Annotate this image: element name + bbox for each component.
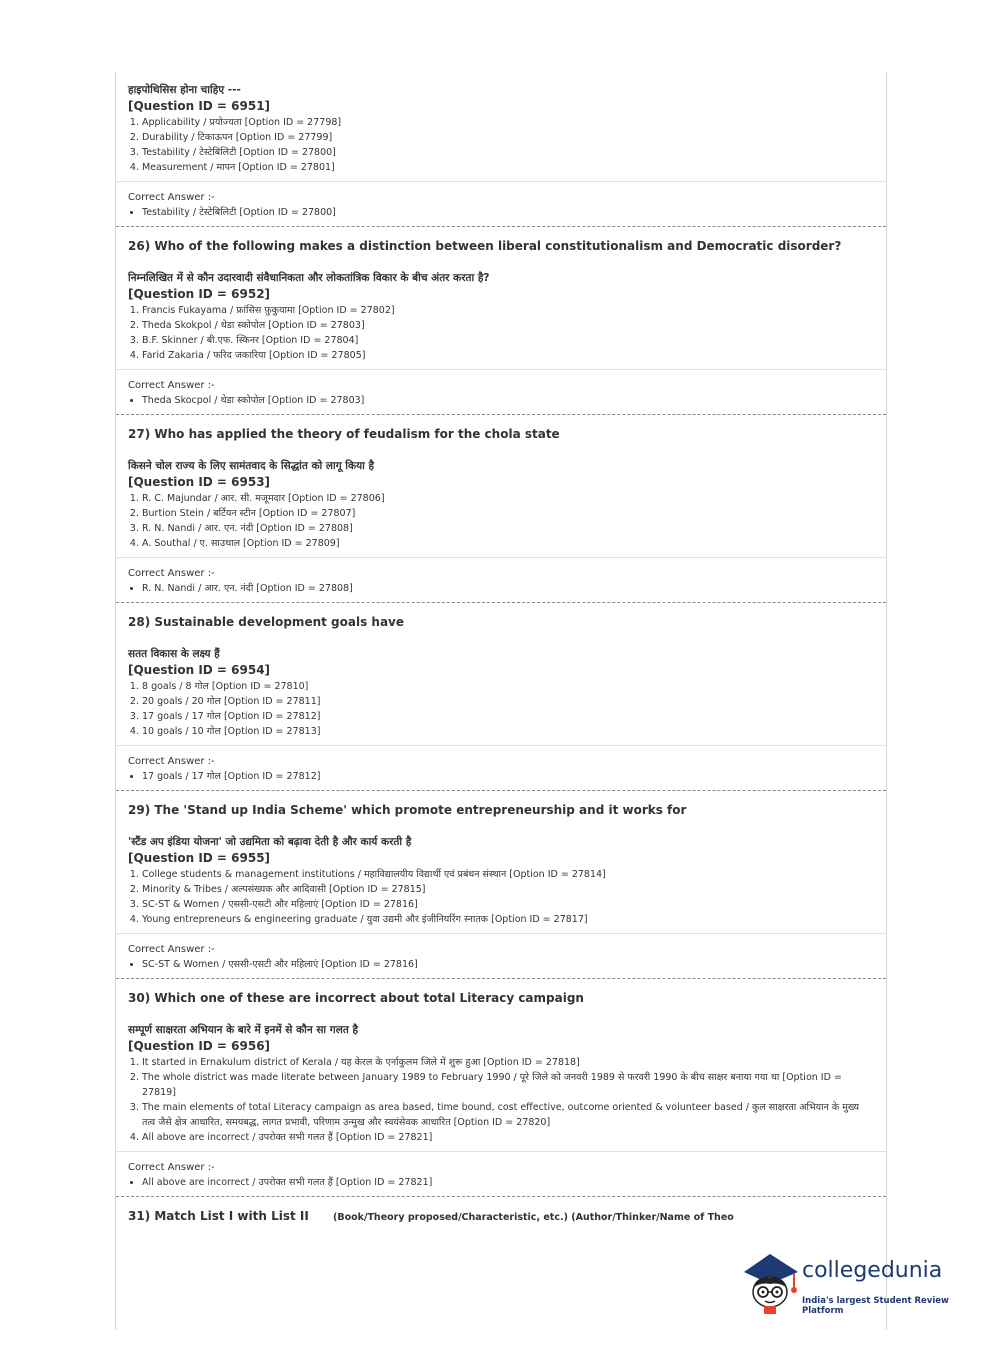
option: 4. 10 goals / 10 गोल [Option ID = 27813]: [142, 724, 874, 739]
question-hindi: किसने चोल राज्य के लिए सामंतवाद के सिद्धांत को लागू किया है: [128, 460, 375, 472]
option: 2. 20 goals / 20 गोल [Option ID = 27811]: [142, 694, 874, 709]
correct-answer-label: Correct Answer :-: [128, 380, 215, 391]
answer-list: [116, 581, 886, 596]
option: 1. 8 goals / 8 गोल [Option ID = 27810]: [142, 679, 874, 694]
question-31: [116, 1196, 886, 1227]
correct-answer-label: Correct Answer :-: [128, 756, 215, 767]
question-28: [116, 602, 886, 784]
options-list: [116, 867, 886, 927]
mascot-icon: [740, 1248, 802, 1318]
correct-answer: • Testability / टेस्टेबिलिटी [Option ID = 27800]: [142, 205, 886, 220]
option: 1. It started in Ernakulum district of Kerala / यह केरल के एर्नाकुलम जिले में शुरू हुआ [Option ID = 27818]: [142, 1055, 874, 1070]
answer-list: [116, 957, 886, 972]
logo-wordmark: collegedunia: [802, 1258, 943, 1283]
answer-list: [116, 1175, 886, 1190]
question-26: [116, 226, 886, 408]
option: 1. Applicability / प्रयोज्यता [Option ID = 27798]: [142, 115, 874, 130]
question-hindi: हाइपोथिसिस होना चाहिए ---: [128, 84, 241, 96]
question-hindi: निम्नलिखित में से कौन उदारवादी संवैधानिकता और लोकतांत्रिक विकार के बीच अंतर करता है?: [128, 272, 490, 284]
question-id: [Question ID = 6956]: [128, 1039, 271, 1053]
options-list: [116, 491, 886, 551]
correct-answer: • 17 goals / 17 गोल [Option ID = 27812]: [142, 769, 886, 784]
option: 2. Minority & Tribes / अल्पसंख्यक और आदिवासी [Option ID = 27815]: [142, 882, 874, 897]
answer-section: [116, 369, 886, 408]
list-column-headers: (Book/Theory proposed/Characteristic, etc.) (Author/Thinker/Name of Theo: [333, 1212, 734, 1223]
answer-section: [116, 1151, 886, 1190]
question-title-text: 31) Match List I with List II: [128, 1209, 309, 1223]
question-25: [116, 72, 886, 220]
question-title: 29) The 'Stand up India Scheme' which promote entrepreneurship and it works for: [128, 803, 687, 817]
question-hindi: 'स्टैंड अप इंडिया योजना' जो उद्यमिता को बढ़ावा देती है और कार्य करती है: [128, 836, 412, 848]
option: 4. All above are incorrect / उपरोक्त सभी गलत हैं [Option ID = 27821]: [142, 1130, 874, 1145]
option: 1. Francis Fukayama / फ्रांसिस फ़ुकुयामा [Option ID = 27802]: [142, 303, 874, 318]
logo-tagline: India's largest Student Review Platform: [802, 1296, 949, 1316]
question-id: [Question ID = 6951]: [128, 99, 271, 113]
options-list: [116, 679, 886, 739]
collegedunia-logo[interactable]: [740, 1248, 975, 1318]
correct-answer: • R. N. Nandi / आर. एन. नंदी [Option ID = 27808]: [142, 581, 886, 596]
option: 3. Testability / टेस्टेबिलिटी [Option ID = 27800]: [142, 145, 874, 160]
question-30: [116, 978, 886, 1190]
question-title: 26) Who of the following makes a distinction between liberal constitutionalism and Democratic disorder?: [128, 239, 842, 253]
question-hindi: सतत विकास के लक्ष्य हैं: [128, 648, 220, 660]
answer-section: [116, 181, 886, 220]
answer-section: [116, 933, 886, 972]
option: 3. B.F. Skinner / बी.एफ. स्किनर [Option ID = 27804]: [142, 333, 874, 348]
question-id: [Question ID = 6953]: [128, 475, 271, 489]
options-list: [116, 1055, 886, 1145]
option: 3. SC-ST & Women / एससी-एसटी और महिलाएं [Option ID = 27816]: [142, 897, 874, 912]
option: 2. The whole district was made literate between January 1989 to February 1990 / पूरे जिले को जनवरी 1989 से फरवरी 1990 के बीच साक्षर बनाया गया था [Option ID = 27819]: [142, 1070, 874, 1100]
question-id: [Question ID = 6954]: [128, 663, 271, 677]
option: 4. A. Southal / ए. साउथाल [Option ID = 27809]: [142, 536, 874, 551]
option: 1. College students & management institutions / महाविद्यालयीय विद्यार्थी एवं प्रबंधन संस्थान [Option ID = 27814]: [142, 867, 874, 882]
correct-answer-label: Correct Answer :-: [128, 1162, 215, 1173]
correct-answer-label: Correct Answer :-: [128, 192, 215, 203]
options-list: [116, 303, 886, 363]
option: 2. Burtion Stein / बर्टियन स्टीन [Option ID = 27807]: [142, 506, 874, 521]
option: 4. Measurement / मापन [Option ID = 27801]: [142, 160, 874, 175]
question-id: [Question ID = 6955]: [128, 851, 271, 865]
document-page: [115, 72, 887, 1330]
correct-answer-label: Correct Answer :-: [128, 568, 215, 579]
correct-answer: • SC-ST & Women / एससी-एसटी और महिलाएं [Option ID = 27816]: [142, 957, 886, 972]
question-29: [116, 790, 886, 972]
answer-list: [116, 205, 886, 220]
answer-section: [116, 745, 886, 784]
question-27: [116, 414, 886, 596]
correct-answer: • All above are incorrect / उपरोक्त सभी गलत हैं [Option ID = 27821]: [142, 1175, 886, 1190]
option: 4. Farid Zakaria / फरिद जकारिया [Option ID = 27805]: [142, 348, 874, 363]
question-hindi: सम्पूर्ण साक्षरता अभियान के बारे में इनमें से कौन सा गलत है: [128, 1024, 359, 1036]
option: 2. Theda Skokpol / थेडा स्कोपोल [Option ID = 27803]: [142, 318, 874, 333]
answer-section: [116, 557, 886, 596]
option: 2. Durability / टिकाऊपन [Option ID = 27799]: [142, 130, 874, 145]
options-list: [116, 115, 886, 175]
option: 1. R. C. Majundar / आर. सी. मजूमदार [Option ID = 27806]: [142, 491, 874, 506]
option: 3. R. N. Nandi / आर. एन. नंदी [Option ID = 27808]: [142, 521, 874, 536]
correct-answer: • Theda Skocpol / थेडा स्कोपोल [Option ID = 27803]: [142, 393, 886, 408]
answer-list: [116, 393, 886, 408]
answer-list: [116, 769, 886, 784]
question-title: 27) Who has applied the theory of feudalism for the chola state: [128, 427, 560, 441]
question-title: 28) Sustainable development goals have: [128, 615, 404, 629]
correct-answer-label: Correct Answer :-: [128, 944, 215, 955]
question-id: [Question ID = 6952]: [128, 287, 271, 301]
option: 3. The main elements of total Literacy campaign as area based, time bound, cost effective, outcome oriented & volunteer based / कुल साक्षरता अभियान के मुख्य तत्व जैसे क्षेत्र आधारित, समयबद्ध, लागत प्रभावी, परिणाम उन्मुख और स्वयंसेवक आधारित [Option ID = 27820]: [142, 1100, 874, 1130]
option: 3. 17 goals / 17 गोल [Option ID = 27812]: [142, 709, 874, 724]
question-title: 30) Which one of these are incorrect about total Literacy campaign: [128, 991, 584, 1005]
question-title: [116, 1197, 886, 1227]
option: 4. Young entrepreneurs & engineering graduate / युवा उद्यमी और इंजीनियरिंग स्नातक [Option ID = 27817]: [142, 912, 874, 927]
